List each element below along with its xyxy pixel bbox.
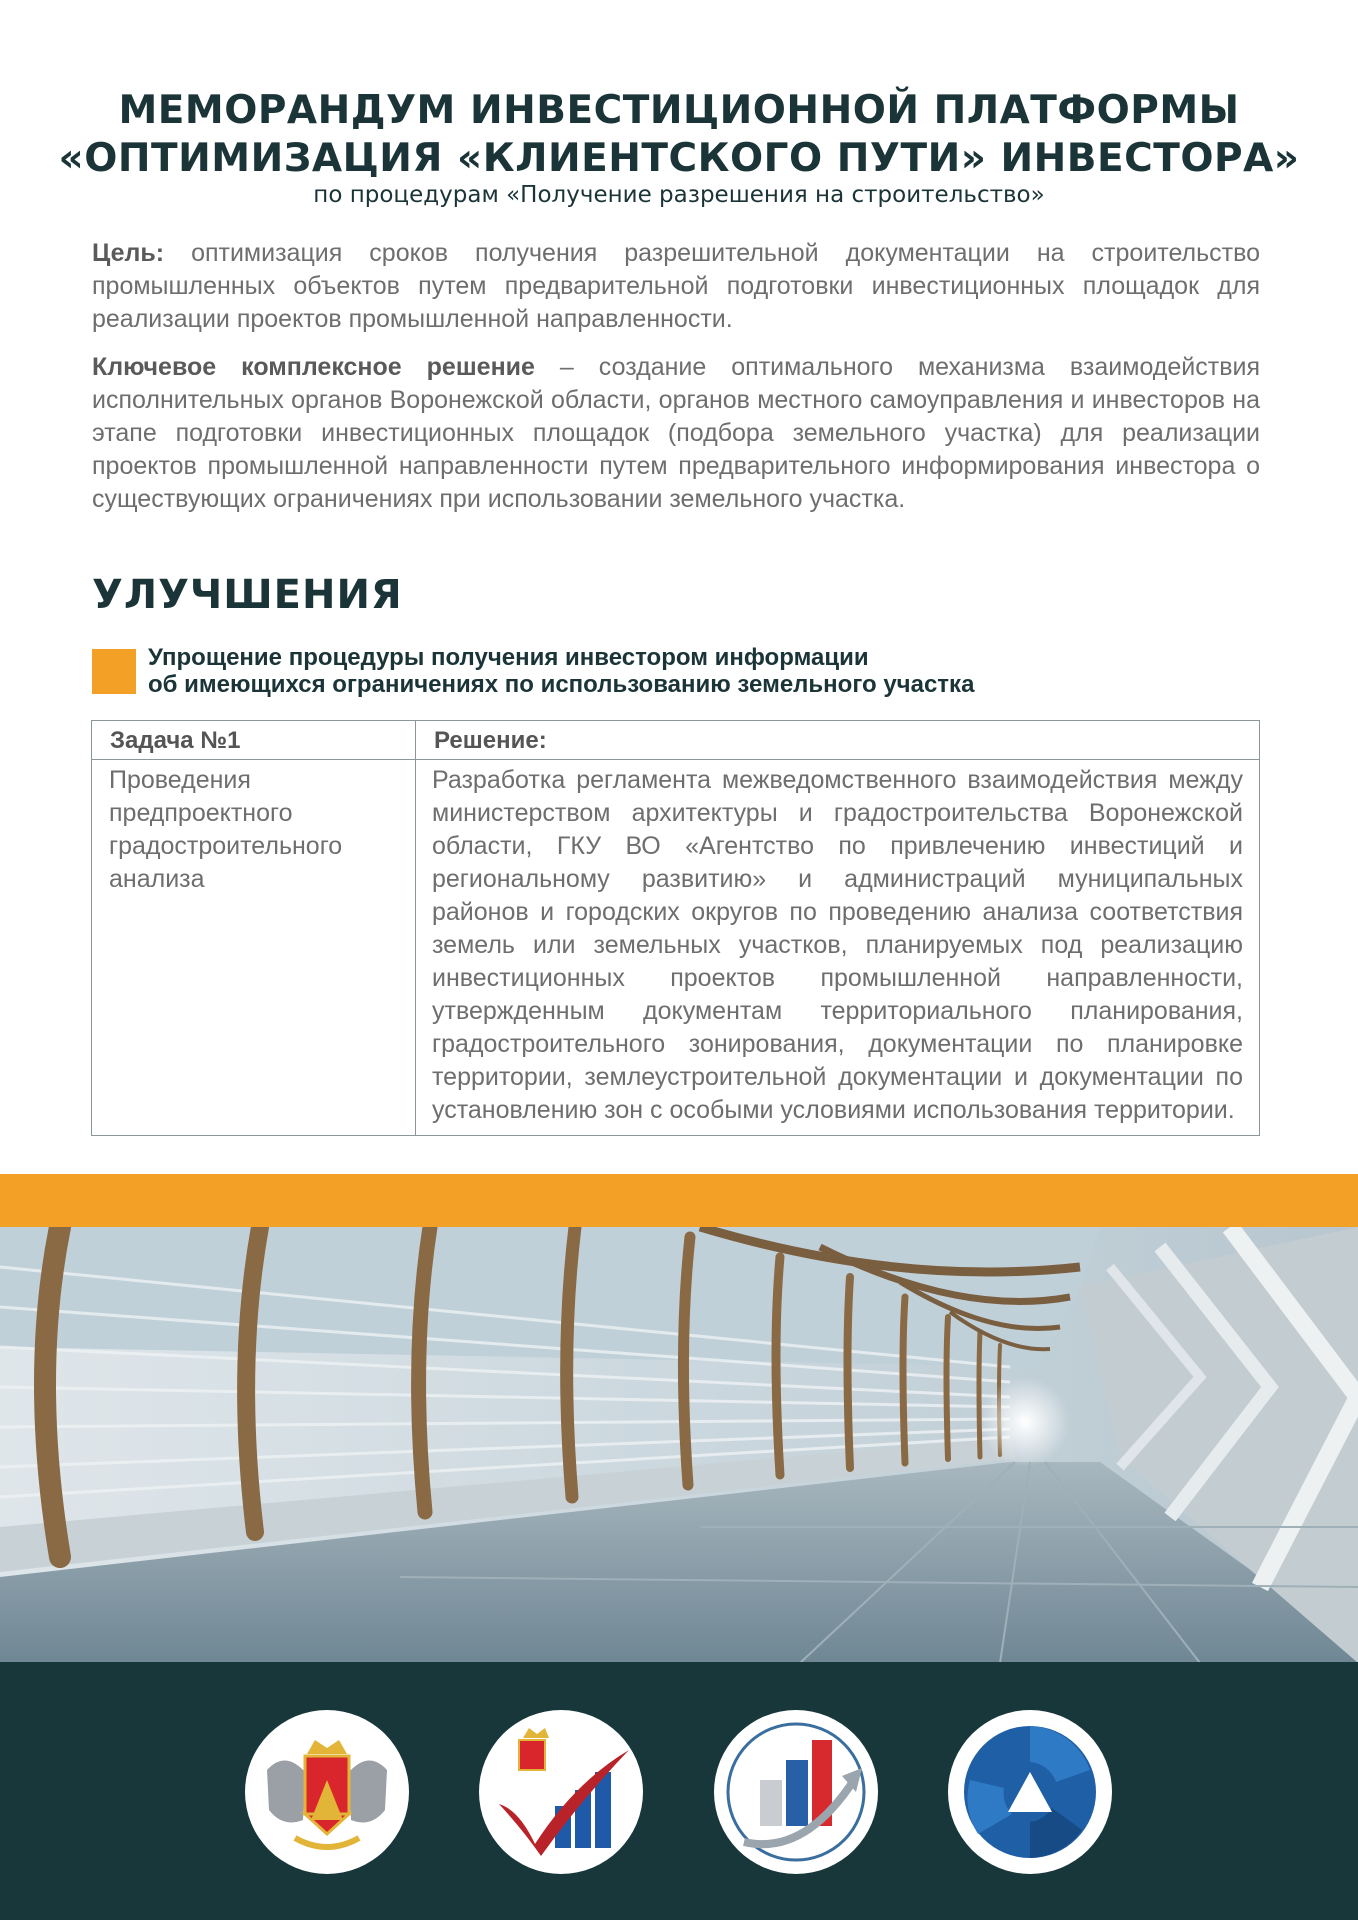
growth-chart-checkmark-icon [479, 1710, 643, 1874]
footer-bar [0, 1662, 1358, 1920]
improvements-heading: УЛУЧШЕНИЯ [92, 572, 403, 618]
solution-cell: Разработка регламента межведомственного взаимодействия между министерством архитектуры и градостроительства Воронежской области, ГКУ ВО «Агентство по привлечению инвестиций и региональному развитию» и администраций муниципальных районов и городских округов по проведению анализа соответствия земель или земельных участков, планируемых под реализацию инвестиционных проектов промышленной направленности, утвержденным документам территориального планирования, градостроительного зонирования, документации по планировке территории, землеустроительной документации и документации по установлению зон с особыми условиями использования территории. [416, 760, 1260, 1136]
goal-paragraph [92, 237, 1260, 336]
key-solution-paragraph [92, 351, 1260, 516]
solution-column-header: Решение: [416, 721, 1260, 760]
page-title-line-1: МЕМОРАНДУМ ИНВЕСТИЦИОННОЙ ПЛАТФОРМЫ [118, 88, 1240, 133]
table-row [92, 760, 1260, 1136]
task-column-header: Задача №1 [92, 721, 416, 760]
key-solution-label: Ключевое комплексное решение [92, 353, 535, 381]
improvements-subheading [148, 644, 974, 698]
page-subtitle: по процедурам «Получение разрешения на строительство» [313, 182, 1045, 208]
voronezh-coat-of-arms-icon [245, 1710, 409, 1874]
task-table [91, 720, 1260, 1136]
subheading-line-2: об имеющихся ограничениях по использованию земельного участка [148, 671, 975, 698]
rosatom-icon [948, 1710, 1112, 1874]
orange-divider-band [0, 1174, 1358, 1227]
goal-text: оптимизация сроков получения разрешительной документации на строительство промышленных объектов путем предварительной подготовки инвестиционных площадок для реализации проектов промышленной направленности. [92, 239, 1260, 333]
tunnel-illustration [0, 1227, 1358, 1663]
page-title-line-2: «ОПТИМИЗАЦИЯ «КЛИЕНТСКОГО ПУТИ» ИНВЕСТОРА» [58, 136, 1300, 181]
key-solution-text: – создание оптимального механизма взаимодействия исполнительных органов Воронежской области, органов местного самоуправления и инвесторов на этапе подготовки инвестиционных площадок (подбора земельного участка) для реализации проектов промышленной направленности путем предварительного информирования инвестора о существующих ограничениях при использовании земельного участка. [92, 353, 1260, 513]
subheading-line-1: Упрощение процедуры получения инвестором информации [148, 644, 869, 671]
goal-label: Цель: [92, 239, 165, 267]
rising-bars-arrow-icon [714, 1710, 878, 1874]
orange-square-bullet-icon [92, 649, 136, 694]
task-cell: Проведения предпроектного градостроительного анализа [92, 760, 416, 1136]
task-table-header-row [92, 721, 1260, 760]
glass-tunnel-photo [0, 1227, 1358, 1663]
